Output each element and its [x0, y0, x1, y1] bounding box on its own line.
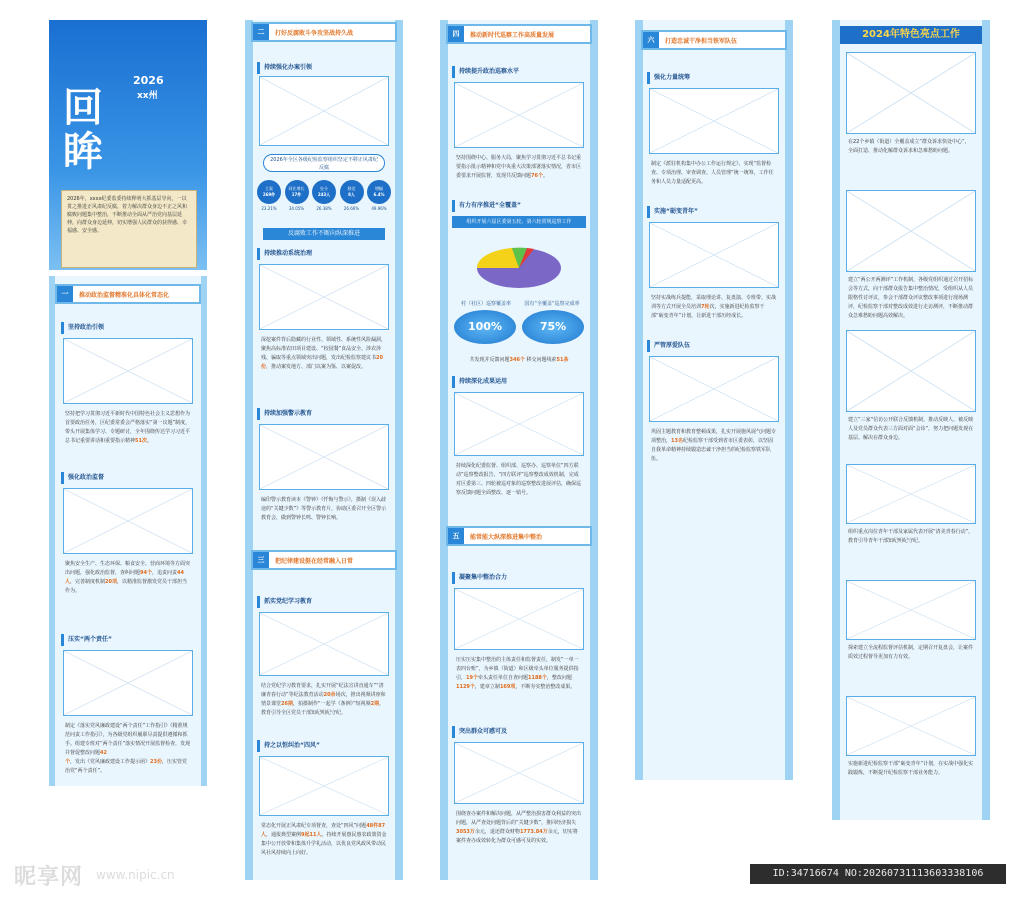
subheading: 实施“砺变青年” — [647, 206, 781, 218]
image-placeholder — [846, 464, 976, 524]
image-placeholder — [259, 76, 389, 146]
image-placeholder — [454, 392, 584, 456]
column-2-panel — [245, 20, 403, 880]
paragraph: 制定《派驻机构集中办公工作运行规定》，实现“监督检查、专项治理、审查调查、人员管理”统一统筹，工作任务和人员力量适配更高。 — [651, 161, 774, 185]
highlight-text: 建立“两公开两测评”工作机制，各级党组织通过召开招标会等方式，向干部群众报告集中整治情况，受组织从人员限格性讨评议，参会干部群众评议整改事项进行现场测评，纪检监察干部对整改成效进行走访测评，不断推动群众急难愁盼问题高效解决。 — [848, 277, 974, 319]
section-number: 三 — [253, 552, 269, 568]
stat-sub: 23.21% — [261, 206, 277, 211]
paragraph: 深挖案件背后隐藏的行业性、领域性、系统性风险漏洞，聚焦高标准农田项目建设、“校园餐”食品安全、涉农涉残、骗取等重点领域突出问题，发出纪检监察建议书20份，推动案发地方、部门以案为鉴、以案促改。 — [261, 337, 387, 370]
subheading: 凝聚集中整治合力 — [452, 572, 586, 584]
highlight-text: 实施新进纪检监察干部“砺变青年”计划，在实战中强化实践锻炼，不断提升纪检监察干部业务能力。 — [848, 761, 974, 776]
section-number: 一 — [57, 286, 73, 302]
highlight-text: 探索建立全流程监督评估机制，定期召开复盘会，让案件质效过程督导更加有力有效。 — [848, 645, 974, 660]
subheading: 突出群众可感可及 — [452, 726, 586, 738]
paragraph: 常态化开展正风肃纪专项督查，查处“四风”问题48件87人，通报典型案例9起11人。持续开展惠民惠农政策资金集中公开放带和集体升学礼活动，以优良党风政风带动民风社风持续向上向好。 — [261, 823, 387, 856]
paragraph: 压实压实集中整治的主体责任和监督责任，制发“一单一表四台账”，为乡镇（街道）和区级牵头单位服务提供指引，19个牵头责任单位自查问题1188个，整改问题1129个，建章立制169项，不断夯实整治整改成果。 — [456, 657, 579, 690]
image-placeholder — [846, 580, 976, 640]
pct-disc-right — [522, 310, 584, 344]
pie-chart — [452, 232, 586, 296]
section-header-1 — [55, 284, 201, 304]
hero-banner — [49, 20, 207, 270]
pie-slice-yellow — [477, 248, 519, 268]
stat-sub: 49.96% — [371, 206, 387, 211]
pct-value: 100% — [468, 320, 502, 333]
section-header-5 — [446, 526, 592, 546]
paragraph: 持续深化纪委监督、组织部、巡察办、巡察单位“四方联动”巡察整改报告、“四方联评”巡察整改成效机制，完成对区委第三、四轮被巡对象的巡察整改进展评估，确保巡察反馈问题全面整改、逐一销号。 — [456, 463, 582, 496]
column-3-panel — [440, 20, 598, 880]
stat-value: 269件 — [262, 192, 276, 197]
section-header-3 — [251, 550, 397, 570]
subheading: 压实“两个责任” — [61, 634, 195, 646]
subheading: 强化力量统筹 — [647, 72, 781, 84]
stat-disc — [340, 180, 364, 204]
section-title: 推动新时代巡察工作高质量发展 — [470, 31, 555, 39]
section-header-6 — [641, 30, 787, 50]
column-5-panel — [832, 20, 990, 820]
subheading: 持续强化办案引领 — [257, 62, 391, 74]
stat-label: 增幅 — [375, 186, 383, 191]
image-placeholder — [259, 612, 389, 676]
paragraph: 坚持把学习贯彻习近平新时代中国特色社会主义思想作为首要政治任务，区纪委常委会严格落实“第一议题”制度，带头开展集体学习、专题研讨，全年围绕传达学习习近平总书记重要讲话和重要指示精神51次。 — [65, 411, 191, 444]
paragraph: 结合党纪学习教育要求，扎实开展“纪法宣讲直通车”“清廉青春行动”等纪法教育活动20余场次，推出视频讲座和情景课堂26期，拍摄制作“一起学《条例》”短视频2期，教育引导全区党员干部知纪明纪守纪。 — [261, 683, 386, 716]
stat-disc — [312, 180, 336, 204]
round-banner: 组织开展六届区委第五轮、第六轮常规巡察工作 — [452, 216, 586, 228]
blue-banner: 反腐败工作不断向纵深推进 — [263, 228, 385, 240]
hero-region: xx州 — [137, 91, 158, 101]
subheading: 抓实党纪学习教育 — [257, 596, 391, 608]
stat-label: 移送 — [347, 186, 356, 191]
subheading: 持之以恒纠治“四风” — [257, 740, 391, 752]
hero-year: 2026 — [133, 74, 164, 87]
image-placeholder — [649, 222, 779, 288]
pie-caption: 共发现并反馈问题346个 移交问题线索51条 — [469, 357, 569, 363]
image-placeholder — [63, 650, 193, 716]
subheading: 强化政治监督 — [61, 472, 195, 484]
stat-sub: 26.38% — [316, 206, 332, 211]
image-id-tag: ID:34716674 NO:20260731113603338106 — [750, 864, 1006, 884]
stat-circle — [312, 180, 336, 224]
stat-sub: 34.05% — [288, 206, 305, 211]
watermark-logo: 昵享网 — [14, 865, 84, 890]
section-number: 四 — [448, 26, 464, 42]
image-placeholder — [259, 264, 389, 330]
pie-legend-right: 国有“全覆盖”巡察完成率 — [524, 301, 580, 307]
image-placeholder — [846, 696, 976, 756]
highlights-title: 2024年特色亮点工作 — [840, 26, 982, 44]
section-title: 打好反腐败斗争攻坚战持久战 — [275, 29, 354, 37]
subheading: 持续加强警示教育 — [257, 408, 391, 420]
section-header-4 — [446, 24, 592, 44]
stat-label: 处分 — [320, 186, 328, 191]
paragraph: 聚焦安全生产、生态环保、粮食安全、营商环境等方面突出问题，强化政治监督，查纠问题94个，追责问责44人，完善制度机制20项，以精准监督激发党员干部担当作为。 — [65, 561, 191, 594]
highlight-text: 组织重点岗位青年干部及家属代表开展“清美青春行动”，教育引导青年干部知纪明纪守纪。 — [848, 529, 974, 544]
subheading: 持续深化成果运用 — [452, 376, 586, 388]
image-placeholder — [649, 88, 779, 154]
hero-intro-text: 2026年，xxxx纪委监委持续释明大抓基层导向，一以贯之推进正风肃纪反腐，着力解决群众身边不正之风和腐败问题集中整治，不断推动全面从严治党向基层延伸，向群众身边延伸，切实增强人民群众的获得感、幸福感、安全感。 — [67, 196, 188, 234]
pct-value: 75% — [539, 320, 567, 333]
stat-disc — [285, 180, 309, 204]
stat-label: 同比增长 — [288, 186, 305, 191]
paragraph: 巩固主题教育和教育整顿成果，扎实开展施风展气问题专项整治，13名纪检监察干部受到省市区委表彰，以坚固自我革命精神持续锻造忠诚干净担当的纪检监察铁军队伍。 — [651, 429, 777, 462]
stat-value: 17件 — [291, 192, 302, 197]
column-4-panel — [635, 20, 793, 780]
image-placeholder — [454, 588, 584, 650]
highlight-text: 在22个乡镇（街道）全覆盖成立“群众诉求快处中心”，全面打造、推动化解群众诉求和急难愁盼问题。 — [848, 139, 970, 154]
section-title: 打造忠诚干净担当铁军队伍 — [665, 37, 738, 45]
image-placeholder — [259, 756, 389, 816]
image-placeholder — [454, 742, 584, 804]
stat-circle — [367, 180, 391, 224]
stats-heading: 2026年全区各级纪检监察组织坚定不移正风肃纪反腐 — [263, 154, 385, 172]
section-title: 把纪律建设挺在经常融入日常 — [275, 557, 354, 565]
section-number: 六 — [643, 32, 659, 48]
watermark-url: www.nipic.cn — [96, 868, 175, 882]
stat-disc — [367, 180, 391, 204]
hero-title: 回眸 — [63, 85, 105, 175]
column-1-panel — [49, 20, 207, 786]
section-title: 推动政治监督精准化具体化常态化 — [79, 291, 170, 299]
pct-disc-left — [454, 310, 516, 344]
subheading: 持续推动系统治理 — [257, 248, 391, 260]
stat-circle — [285, 180, 309, 224]
section-number: 二 — [253, 24, 269, 40]
stat-value: 243人 — [317, 192, 331, 197]
paragraph: 围绕查办案件和解决问题，从严整治损害群众利益的突出问题，从严查处问题背后的“关键少数”，推回经济损失3053万余元，退还群众财物1773.84万余元，切实将案件查办成效转化为群众可感可及的实效。 — [456, 811, 582, 844]
stat-value: 8人 — [348, 192, 355, 197]
section-header-2 — [251, 22, 397, 42]
image-placeholder — [63, 488, 193, 554]
subheading: 有力有序推进“全覆盖” — [452, 200, 586, 212]
hero-intro-box — [61, 190, 197, 268]
stat-disc — [257, 180, 281, 204]
image-placeholder — [63, 338, 193, 404]
paragraph: 编印警示教育读本《警钟》《忏悔与警示》，摄制《误入歧途的“关键少数”》等警示教育片，协助区委召开全区警示教育会，做到警钟长鸣、警钟长响。 — [261, 497, 387, 521]
image-placeholder — [649, 356, 779, 422]
paragraph: 制定《落实党风廉政建设“两个责任”工作指引》《精准规范问责工作指引》，为各级党组织履职尽责提供遵循和抓手。组建专班对“两个责任”落实情况开展监督检查，发现并督促整改问题42个，发出《党风廉政建设工作提示函》23份，压实管党治党“两个责任”。 — [65, 723, 191, 774]
stats-row — [257, 180, 391, 224]
paragraph: 坚持围绕中心、服务大局，聚焦学习贯彻习近平总书记重要指示批示精神和党中央重大决策部署落实情况，省市区委要求开展监督，发现共反馈问题76个。 — [456, 155, 582, 179]
section-number: 五 — [448, 528, 464, 544]
image-placeholder — [846, 52, 976, 134]
image-placeholder — [846, 190, 976, 272]
section-title: 能常能大纵深推进集中整治 — [470, 533, 543, 541]
paragraph: 坚持实战练兵提能，采取理论讲、复盘演、专班带、实战训等方式开展全员培训7轮次，实施新进纪检监察干部“砺变青年”计划，让新进干部历经成长。 — [651, 295, 777, 319]
stat-circle — [340, 180, 364, 224]
image-placeholder — [259, 424, 389, 490]
stat-value: 6.4% — [373, 192, 385, 197]
pie-legend-left: 村（社区）巡察覆盖率 — [460, 301, 511, 307]
stat-circle — [257, 180, 281, 224]
subheading: 坚持政治引领 — [61, 322, 195, 334]
image-placeholder — [846, 330, 976, 412]
subheading: 持续提升政治巡察水平 — [452, 66, 586, 78]
stat-sub: 26.66% — [343, 206, 360, 211]
highlight-text: 建立“三家”信访公开联合反馈机制，推动反映人、被反映人及党员群众代表三方面对面“会诊”，努力把问题发现在基层、解决在群众身边。 — [848, 417, 974, 441]
subheading: 严管厚爱队伍 — [647, 340, 781, 352]
stat-label: 立案 — [265, 186, 273, 191]
image-placeholder — [454, 82, 584, 148]
